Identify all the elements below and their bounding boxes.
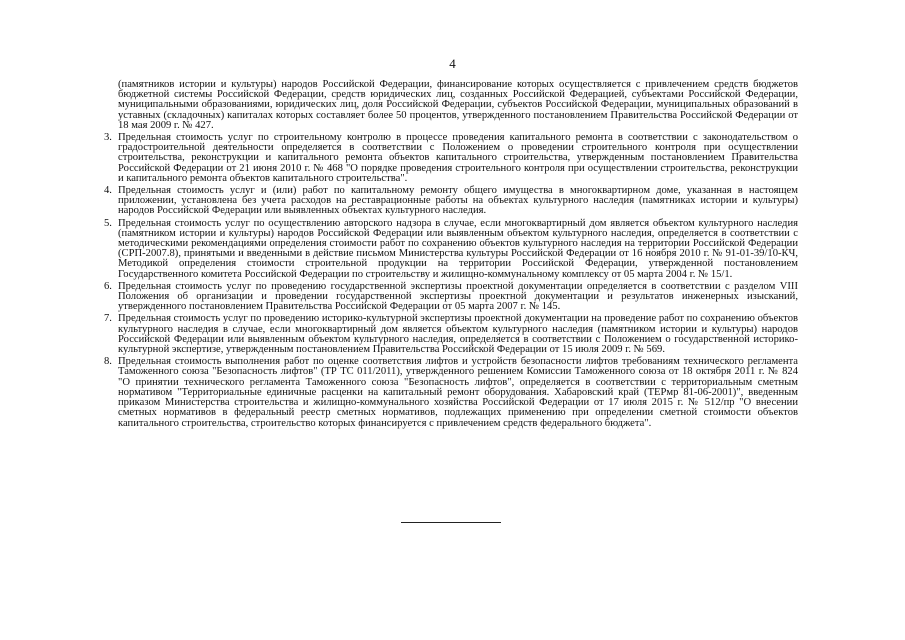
note-text: Предельная стоимость выполнения работ по оценке соответствия лифтов и устройств безопасности лифтов требованиям технического регламента Таможенного союза "Безопасность лифтов" (ТР ТС 011/2011), утвержденного решением Комиссии Таможенного союза от 18 октября 2011 г. № 824 "О принятии технического регламента Таможенного союза "Безопасность лифтов", определяется в соответствии с территориальным сметным нормативом "Территориальные единичные расценки на капитальный ремонт оборудования. Хабаровский край (ТЕРмр 81-06-2001)", введенным приказом Министерства строительства и жилищно-коммунального хозяйства Российской Федерации от 17 июля 2015 г. № 512/пр "О внесении сметных нормативов в федеральный реестр сметных нормативов, подлежащих применению при определении сметной стоимости объектов капитального строительства, строительство которых финансируется с привлечением средств федерального бюджета".: [118, 356, 798, 429]
note-text: Предельная стоимость услуг по осуществлению авторского надзора в случае, если многоквартирный дом является объектом культурного наследия (памятником истории и культуры) народов Российской Федерации или выявленным объектом культурного наследия, определяется в соответствии с методическими рекомендациями определения стоимости работ по сохранению объектов культурного наследия на территории Российской Федерации (СРП-2007.8), принятыми и введенными в действие письмом Министерства культуры Российской Федерации от 16 ноября 2010 г. № 91-01-39/10-КЧ, Методикой определения стоимости строительной продукции на территории Российской Федерации, утвержденной постановлением Государственного комитета Российской Федерации по строительству и жилищно-коммунальному комплексу от 05 марта 2004 г. № 15/1.: [118, 217, 798, 280]
intro-paragraph: (памятников истории и культуры) народов Российской Федерации, финансирование которых осуществляется с привлечением средств бюджетов бюджетной системы Российской Федерации, средств юридических лиц, созданных Российской Федерацией, субъектами Российской Федерации, муниципальными образованиями, юридических лиц, доля Российской Федерации, субъектов Российской Федерации, муниципальных образований в уставных (складочных) капиталах которых составляет более 50 процентов, утвержденного постановлением Правительства Российской Федерации от 18 мая 2009 г. № 427.: [118, 79, 798, 131]
note-number: 6.: [104, 280, 112, 292]
note-item: [104, 314, 798, 355]
note-item: [104, 186, 798, 217]
note-item: [104, 357, 798, 428]
note-item: [104, 282, 798, 313]
note-number: 3.: [104, 132, 112, 144]
note-text: Предельная стоимость услуг и (или) работ по капитальному ремонту общего имущества в многоквартирном доме, указанная в настоящем приложении, установлена без учета расходов на реставрационные работы на объектах культурного наследия (памятниках истории и культуры) народов Российской Федерации или выявленных объектах культурного наследия.: [118, 185, 798, 217]
note-number: 8.: [104, 356, 112, 368]
note-number: 7.: [104, 313, 112, 325]
page-number: 4: [449, 56, 456, 71]
note-number: 5.: [104, 217, 112, 229]
note-text: Предельная стоимость услуг по строительному контролю в процессе проведения капитального ремонта в соответствии с законодательством о градостроительной деятельности определяется в соответствии с Положением о проведении строительного контроля при осуществлении строительства, реконструкции и капитального ремонта объектов капитального строительства, утвержденным постановлением Правительства Российской Федерации от 21 июня 2010 г. № 468 "О порядке проведения строительного контроля при осуществлении строительства, реконструкции и капитального ремонта объектов капитального строительства".: [118, 132, 798, 184]
note-number: 4.: [104, 185, 112, 197]
notes-section: [104, 80, 798, 431]
note-text: Предельная стоимость услуг по проведению историко-культурной экспертизы проектной документации на проведение работ по сохранению объектов культурного наследия в случае, если многоквартирный дом является объектом культурного наследия (памятником истории и культуры) народов Российской Федерации или выявленным объектом культурного наследия, определяется в соответствии с Положением о государственной историко-культурной экспертизе, утвержденным постановлением Правительства Российской Федерации от 15 июля 2009 г. № 569.: [118, 313, 798, 356]
footer-separator-line: [401, 522, 501, 523]
note-text: Предельная стоимость услуг по проведению государственной экспертизы проектной документации определяется в соответствии с разделом VIII Положения об организации и проведении государственной экспертизы проектной документации и результатов инженерных изысканий, утвержденного постановлением Правительства Российской Федерации от 05 марта 2007 г. № 145.: [118, 280, 798, 313]
note-item: [104, 133, 798, 184]
note-item: [104, 219, 798, 280]
